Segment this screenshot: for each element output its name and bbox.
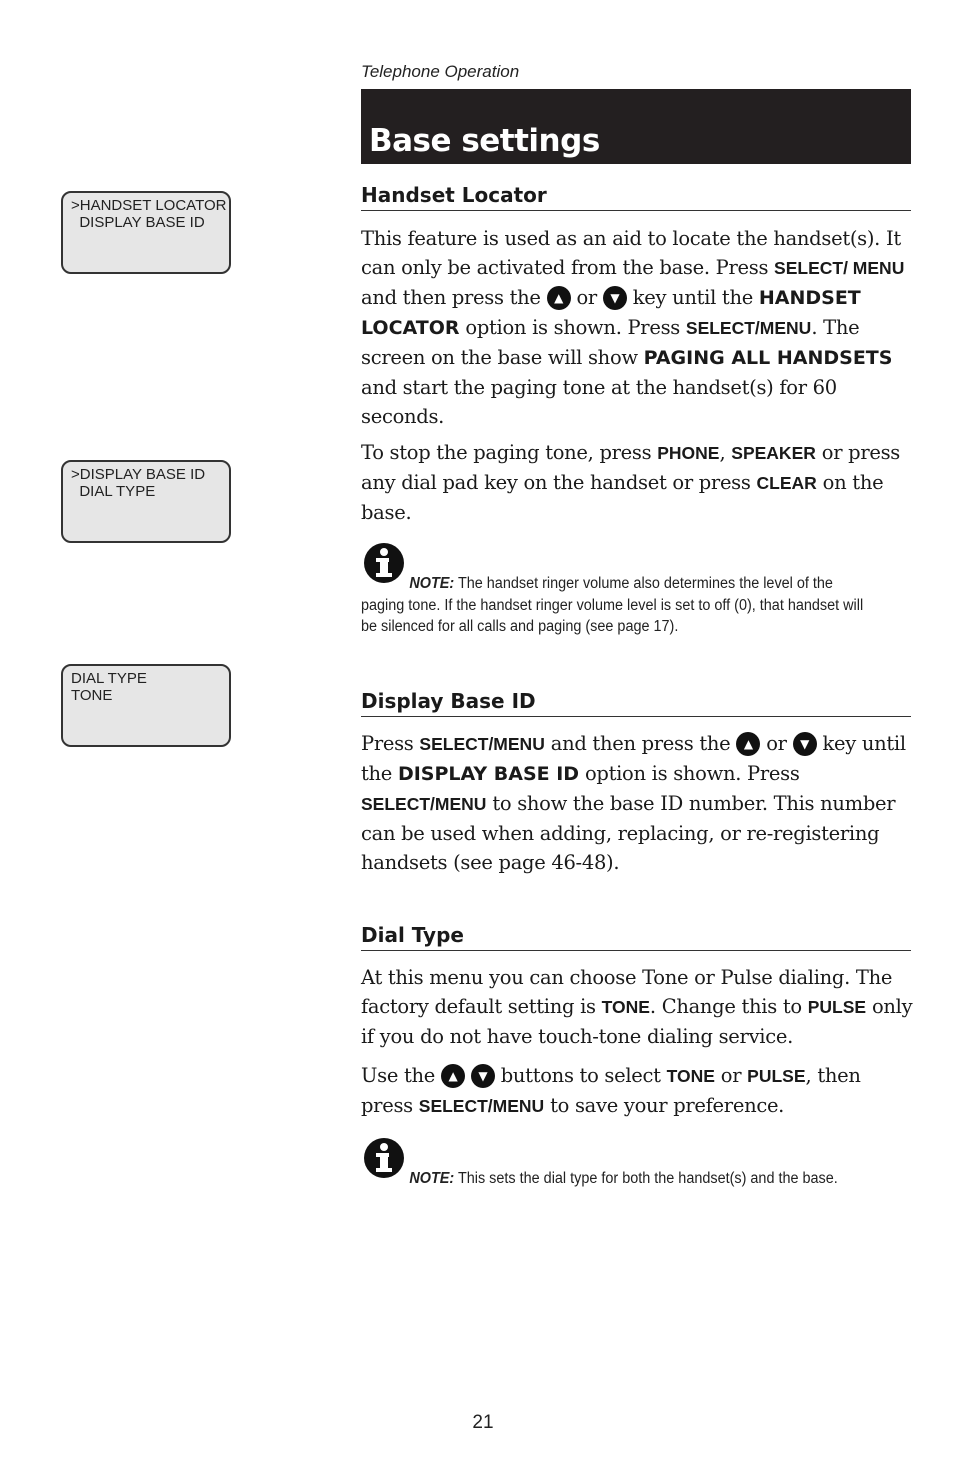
down-arrow-key-icon: ▼ xyxy=(471,1064,495,1088)
up-arrow-key-icon: ▲ xyxy=(736,732,760,756)
option-display-base-id: DISPLAY BASE ID xyxy=(397,763,580,785)
lcd-line: DISPLAY BASE ID xyxy=(71,214,205,231)
up-arrow-key-icon: ▲ xyxy=(547,286,571,310)
key-tone: TONE xyxy=(601,997,650,1017)
stop-paging-paragraph: To stop the paging tone, press PHONE, SPEAKER or press any dial pad key on the handset or press CLEAR on the base. xyxy=(361,441,901,524)
key-speaker: SPEAKER xyxy=(731,443,816,463)
title-bar xyxy=(361,89,911,164)
option-handset-locator: HANDSET LOCATOR xyxy=(361,287,861,339)
lcd-line: >DISPLAY BASE ID xyxy=(71,466,206,483)
key-select-menu: SELECT/ MENU xyxy=(774,258,905,278)
handset-locator-paragraph: This feature is used as an aid to locate the handset(s). It can only be activated from the base. Press SELECT/ MENU and then press the ▲ or ▼ key until the HANDSET LOCATOR option is shown. Press SELECT/MENU. The screen on the base will show PAGING ALL HANDSETS and start the paging tone at the handset(s) for 60 seconds. xyxy=(361,227,905,428)
dial-type-select-paragraph: Use the ▲ ▼ buttons to select TONE or PULSE, then press SELECT/MENU to save your preference. xyxy=(361,1064,861,1117)
section-heading-dial-type: Dial Type xyxy=(361,923,911,951)
key-tone: TONE xyxy=(666,1066,715,1086)
dial-type-paragraph: At this menu you can choose Tone or Pulse dialing. The factory default setting is TONE. Change this to PULSE only if you do not have touch-tone dialing service. xyxy=(361,966,913,1048)
lcd-line: >HANDSET LOCATOR xyxy=(71,197,227,214)
note-dial-type: NOTE: This sets the dial type for both the handset(s) and the base. xyxy=(409,1170,838,1187)
section-heading-handset-locator: Handset Locator xyxy=(361,183,911,211)
key-select-menu: SELECT/MENU xyxy=(685,318,812,338)
up-arrow-key-icon: ▲ xyxy=(441,1064,465,1088)
section-heading-display-base-id: Display Base ID xyxy=(361,689,911,717)
key-pulse: PULSE xyxy=(807,997,867,1017)
key-select-menu: SELECT/MENU xyxy=(419,734,545,754)
note-label: NOTE: xyxy=(409,575,455,592)
lcd-line: DIAL TYPE xyxy=(71,483,156,500)
lcd-screen-handset-locator xyxy=(61,191,231,274)
key-select-menu: SELECT/MENU xyxy=(418,1096,545,1116)
key-select-menu: SELECT/MENU xyxy=(361,794,487,814)
down-arrow-key-icon: ▼ xyxy=(793,732,817,756)
lcd-screen-display-base-id xyxy=(61,460,231,543)
key-clear: CLEAR xyxy=(756,473,817,493)
key-pulse: PULSE xyxy=(747,1066,806,1086)
page-number: 21 xyxy=(472,1412,494,1433)
lcd-screen-dial-type xyxy=(61,664,231,747)
lcd-line: DIAL TYPE xyxy=(71,670,147,687)
lcd-line: TONE xyxy=(71,687,113,704)
down-arrow-key-icon: ▼ xyxy=(603,286,627,310)
running-head: Telephone Operation xyxy=(361,62,520,81)
note-paging-volume: NOTE: The handset ringer volume also determines the level of the paging tone. If the handset ringer volume level is set to off (0), that handset will be silenced for all calls and paging (see page 17). xyxy=(361,575,864,635)
note-label: NOTE: xyxy=(409,1170,455,1187)
key-phone: PHONE xyxy=(657,443,720,463)
option-paging-all-handsets: PAGING ALL HANDSETS xyxy=(643,347,893,369)
display-base-id-paragraph: Press SELECT/MENU and then press the ▲ or ▼ key until the DISPLAY BASE ID option is shown. Press SELECT/MENU to show the base ID number. This number can be used when adding, replacing, or re-registering handsets (see page 46-48). xyxy=(361,732,906,874)
page-title: Base settings xyxy=(369,123,600,159)
